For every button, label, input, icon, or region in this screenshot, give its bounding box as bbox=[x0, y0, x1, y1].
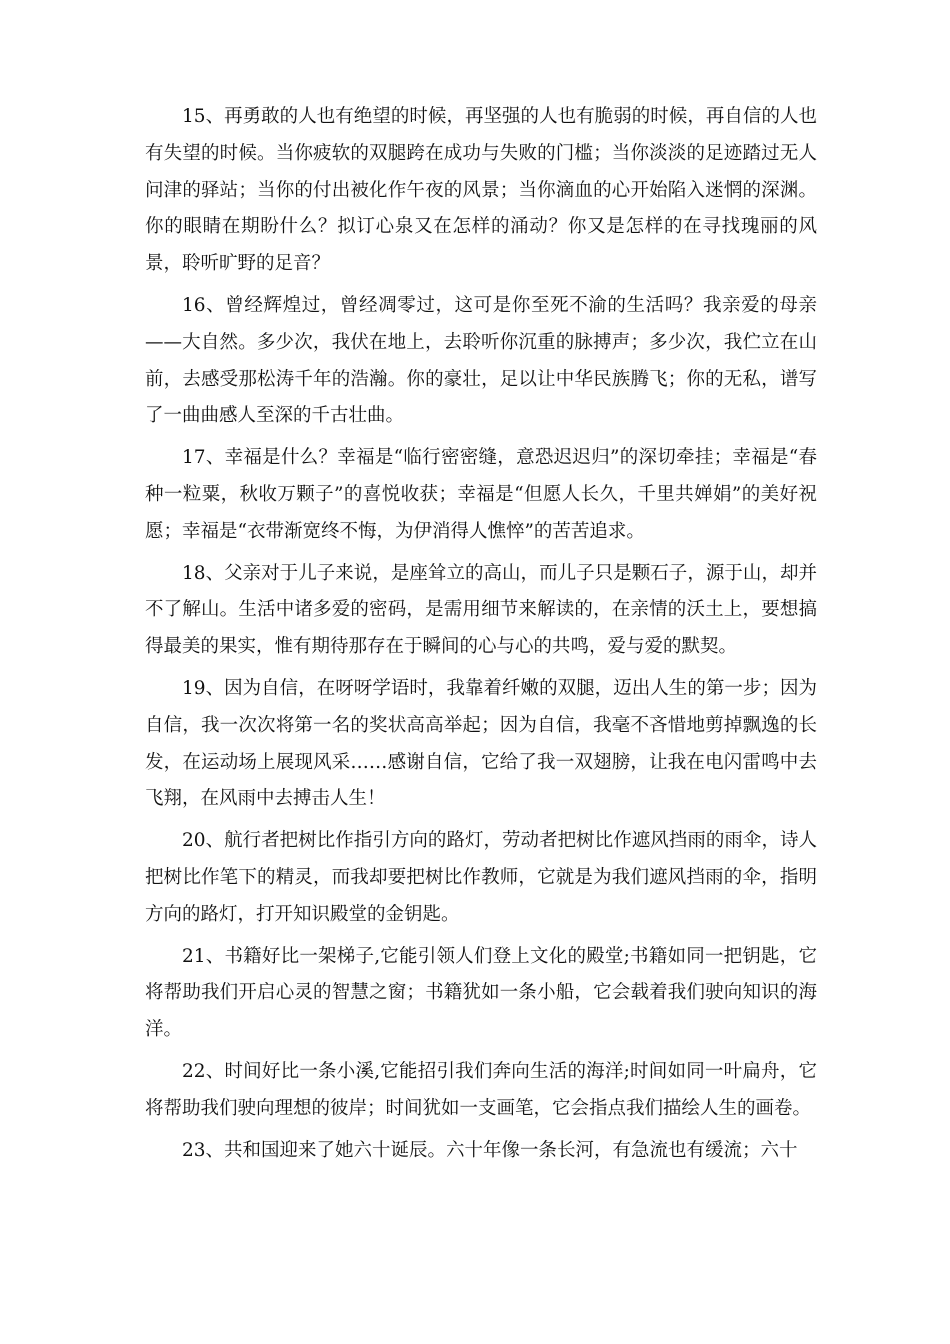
document-body bbox=[145, 99, 817, 1174]
paragraph-17: 17、幸福是什么？幸福是“临行密密缝，意恐迟迟归”的深切牵挂；幸福是“春种一粒粟，秋收万颗子”的喜悦收获；幸福是“但愿人长久，千里共婵娟”的美好祝愿；幸福是“衣带渐宽终不悔，为伊消得人憔悴”的苦苦追求。 bbox=[145, 447, 817, 542]
paragraph-21: 21、书籍好比一架梯子,它能引领人们登上文化的殿堂;书籍如同一把钥匙，它将帮助我们开启心灵的智慧之窗；书籍犹如一条小船，它会载着我们驶向知识的海洋。 bbox=[145, 945, 817, 1041]
paragraph-19: 19、因为自信，在呀呀学语时，我靠着纤嫩的双腿，迈出人生的第一步；因为自信，我一次次将第一名的奖状高高举起；因为自信，我毫不吝惜地剪掉飘逸的长发，在运动场上展现风采……感谢自信，它给了我一双翅膀，让我在电闪雷鸣中去飞翔，在风雨中去搏击人生！ bbox=[145, 677, 817, 810]
paragraph-15: 15、再勇敢的人也有绝望的时候，再坚强的人也有脆弱的时候，再自信的人也有失望的时候。当你疲软的双腿跨在成功与失败的门槛；当你淡淡的足迹踏过无人问津的驿站；当你的付出被化作午夜的风景；当你滴血的心开始陷入迷惘的深渊。你的眼睛在期盼什么？拟订心泉又在怎样的涌动？你又是怎样的在寻找瑰丽的风景，聆听旷野的足音？ bbox=[145, 106, 817, 275]
paragraph-23: 23、共和国迎来了她六十诞辰。六十年像一条长河，有急流也有缓流；六十 bbox=[182, 1139, 798, 1161]
paragraph-20: 20、航行者把树比作指引方向的路灯，劳动者把树比作遮风挡雨的雨伞，诗人把树比作笔下的精灵，而我却要把树比作教师，它就是为我们遮风挡雨的伞，指明方向的路灯，打开知识殿堂的金钥匙。 bbox=[145, 830, 817, 925]
paragraph-16: 16、曾经辉煌过，曾经凋零过，这可是你至死不渝的生活吗？我亲爱的母亲——大自然。多少次，我伏在地上，去聆听你沉重的脉搏声；多少次，我伫立在山前，去感受那松涛千年的浩瀚。你的豪壮，足以让中华民族腾飞；你的无私，谱写了一曲曲感人至深的千古壮曲。 bbox=[145, 294, 817, 427]
paragraph-18: 18、父亲对于儿子来说，是座耸立的高山，而儿子只是颗石子，源于山，却并不了解山。生活中诸多爱的密码，是需用细节来解读的，在亲情的沃土上，要想搞得最美的果实，惟有期待那存在于瞬间的心与心的共鸣，爱与爱的默契。 bbox=[145, 562, 817, 658]
paragraph-22: 22、时间好比一条小溪,它能招引我们奔向生活的海洋;时间如同一叶扁舟，它将帮助我们驶向理想的彼岸；时间犹如一支画笔，它会指点我们描绘人生的画卷。 bbox=[145, 1060, 817, 1119]
